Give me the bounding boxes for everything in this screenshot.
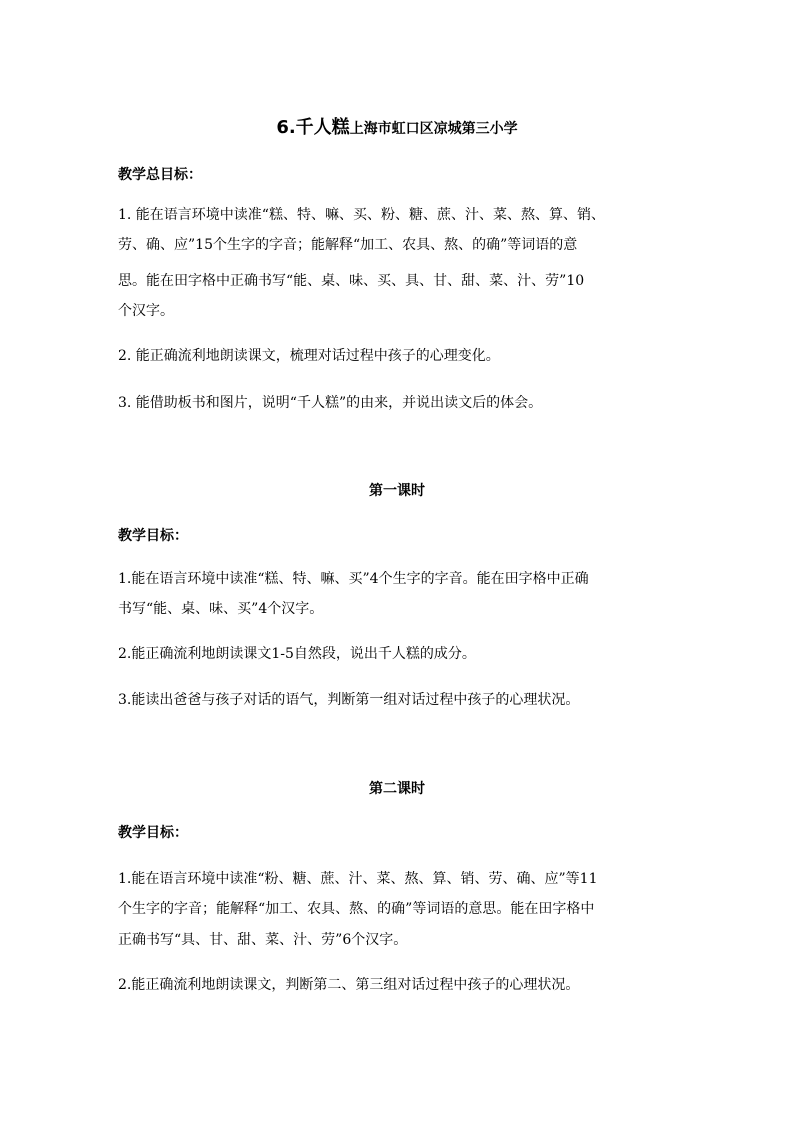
lesson1-heading: 第一课时 (369, 483, 425, 499)
overall-goal-line: 2. 能正确流利地朗读课文，梳理对话过程中孩子的心理变化。 (118, 348, 500, 364)
lesson2-goal-line: 2.能正确流利地朗读课文，判断第二、第三组对话过程中孩子的心理状况。 (118, 977, 580, 993)
document-title (0, 116, 794, 141)
lesson2-goal-line: 个生字的字音；能解释“加工、农具、熬、的确”等词语的意思。能在田字格中 (118, 901, 595, 917)
lesson-title: 6.千人糕 (276, 117, 350, 138)
lesson1-goals-heading: 教学目标： (118, 528, 188, 544)
overall-goal-line: 1. 能在语言环境中读准“糕、特、嘛、买、粉、糖、蔗、汁、菜、熬、算、销、 (118, 207, 605, 223)
lesson1-goal-line: 书写“能、桌、味、买”4个汉字。 (118, 601, 324, 617)
lesson2-goals-heading: 教学目标： (118, 825, 188, 841)
overall-goal-line: 个汉字。 (118, 303, 174, 319)
overall-goal-line: 3. 能借助板书和图片，说明“千人糕”的由来，并说出读文后的体会。 (118, 395, 543, 411)
lesson2-heading: 第二课时 (369, 781, 425, 797)
overall-goal-line: 思。能在田字格中正确书写“能、桌、味、买、具、甘、甜、菜、汁、劳”10 (118, 273, 585, 289)
lesson2-goal-line: 正确书写“具、甘、甜、菜、汁、劳”6个汉字。 (118, 932, 408, 948)
overall-goals-heading: 教学总目标： (118, 167, 202, 183)
lesson2-goal-line: 1.能在语言环境中读准“粉、糖、蔗、汁、菜、熬、算、销、劳、确、应”等11 (118, 871, 598, 887)
lesson1-goal-line: 1.能在语言环境中读准“糕、特、嘛、买”4个生字的字音。能在田字格中正确 (118, 571, 589, 587)
school-name: 上海市虹口区凉城第三小学 (349, 121, 518, 137)
lesson1-goal-line: 3.能读出爸爸与孩子对话的语气，判断第一组对话过程中孩子的心理状况。 (118, 692, 580, 708)
overall-goal-line: 劳、确、应”15个生字的字音；能解释“加工、农具、熬、的确”等词语的意 (118, 237, 578, 253)
lesson1-goal-line: 2.能正确流利地朗读课文1-5自然段，说出千人糕的成分。 (118, 646, 476, 662)
